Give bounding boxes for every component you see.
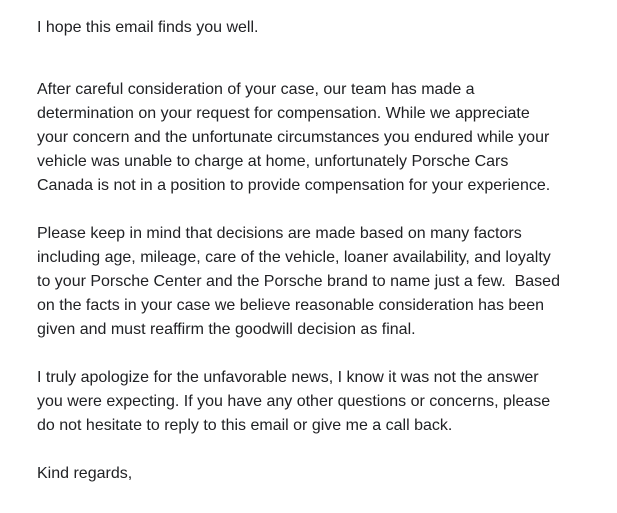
paragraph-line: I truly apologize for the unfavorable news, I know it was not the answer [37,369,539,386]
paragraph-line: you were expecting. If you have any other questions or concerns, please [37,393,551,410]
paragraph-line: vehicle was unable to charge at home, unfortunately Porsche Cars [37,153,509,170]
email-paragraph-apology [37,366,607,438]
paragraph-line: Canada is not in a position to provide compensation for your experience. [37,177,551,194]
email-body [37,16,607,486]
paragraph-line: given and must reaffirm the goodwill decision as final. [37,321,416,338]
email-signoff: Kind regards, [37,465,133,482]
paragraph-line: After careful consideration of your case, our team has made a [37,81,475,98]
paragraph-line: to your Porsche Center and the Porsche brand to name just a few. Based [37,273,560,290]
paragraph-line: your concern and the unfortunate circumstances you endured while your [37,129,550,146]
paragraph-line: do not hesitate to reply to this email or give me a call back. [37,417,453,434]
paragraph-line: Please keep in mind that decisions are made based on many factors [37,225,522,242]
email-paragraph-decision [37,78,607,198]
email-paragraph-factors [37,222,607,342]
paragraph-line: on the facts in your case we believe reasonable consideration has been [37,297,544,314]
paragraph-line: determination on your request for compensation. While we appreciate [37,105,530,122]
email-greeting: I hope this email finds you well. [37,19,259,36]
paragraph-line: including age, mileage, care of the vehicle, loaner availability, and loyalty [37,249,551,266]
